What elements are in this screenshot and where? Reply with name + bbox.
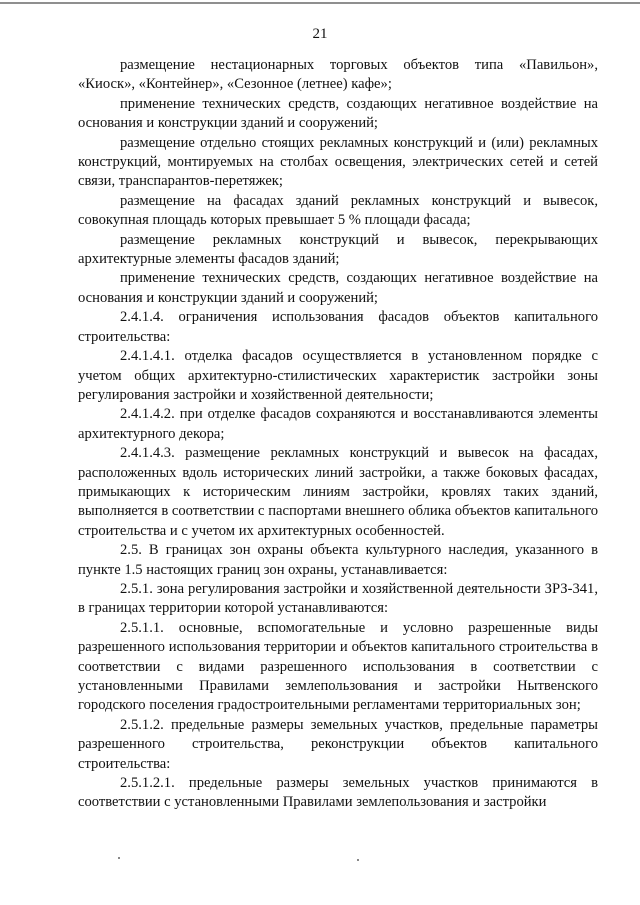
paragraph: размещение нестационарных торговых объектов типа «Павильон», «Киоск», «Контейнер», «Сезонное (летнее) кафе»; xyxy=(78,57,598,93)
paragraph: 2.4.1.4.1. отделка фасадов осуществляется в установленном порядке с учетом общих архитектурно-стилистических характеристик застройки зоны регулирования застройки и хозяйственной деятельности; xyxy=(78,348,598,403)
document-body xyxy=(78,56,598,813)
paragraph: применение технических средств, создающих негативное воздействие на основания и конструкции зданий и сооружений; xyxy=(78,95,598,132)
scan-speck xyxy=(118,857,120,859)
paragraph: 2.4.1.4.2. при отделке фасадов сохраняются и восстанавливаются элементы архитектурного декора; xyxy=(78,406,598,442)
paragraph: 2.5.1.2.1. предельные размеры земельных участков принимаются в соответствии с установленными Правилами землепользования и застройки xyxy=(78,775,598,811)
paragraph: размещение отдельно стоящих рекламных конструкций и (или) рекламных конструкций, монтируемых на столбах освещения, электрических сетей и сетей связи, транспарантов-перетяжек; xyxy=(78,134,598,190)
section-heading-2-4-1-4: 2.4.1.4. ограничения использования фасадов объектов капитального строительства: xyxy=(78,309,598,345)
paragraph: применение технических средств, создающих негативное воздействие на основания и конструкции зданий и сооружений; xyxy=(78,270,598,306)
paragraph: 2.5.1.2. предельные размеры земельных участков, предельные параметры разрешенного строительства, реконструкции объектов капитального строительства: xyxy=(78,716,598,772)
paragraph: размещение рекламных конструкций и вывесок, перекрывающих архитектурные элементы фасадов зданий; xyxy=(78,231,598,268)
section-heading-2-5: 2.5. В границах зон охраны объекта культурного наследия, указанного в пункте 1.5 настоящих границ зон охраны, устанавливается: xyxy=(78,542,598,578)
paragraph: размещение на фасадах зданий рекламных конструкций и вывесок, совокупная площадь которых превышает 5 % площади фасада; xyxy=(78,192,598,229)
paragraph: 2.4.1.4.3. размещение рекламных конструкций и вывесок на фасадах, расположенных вдоль исторических линий застройки, а также боковых фасадах, примыкающих к историческим линиям застройки, кровлях таких зданий, выполняется в соответствии с паспортами внешнего облика объектов капитального строительства и с учетом их архитектурных особенностей. xyxy=(78,445,598,539)
paragraph: 2.5.1.1. основные, вспомогательные и условно разрешенные виды разрешенного использования территории и объектов капитального строительства в соответствии с видами разрешенного использования в соответствии с установленными Правилами землепользования и застройки Нытвенского городского поселения градостроительными регламентами территориальных зон; xyxy=(78,619,598,714)
section-heading-2-5-1: 2.5.1. зона регулирования застройки и хозяйственной деятельности ЗРЗ-341, в границах территории которой устанавливаются: xyxy=(78,580,598,617)
page-number: 21 xyxy=(312,26,328,42)
scan-edge-line xyxy=(0,2,640,4)
scan-speck xyxy=(357,859,359,861)
